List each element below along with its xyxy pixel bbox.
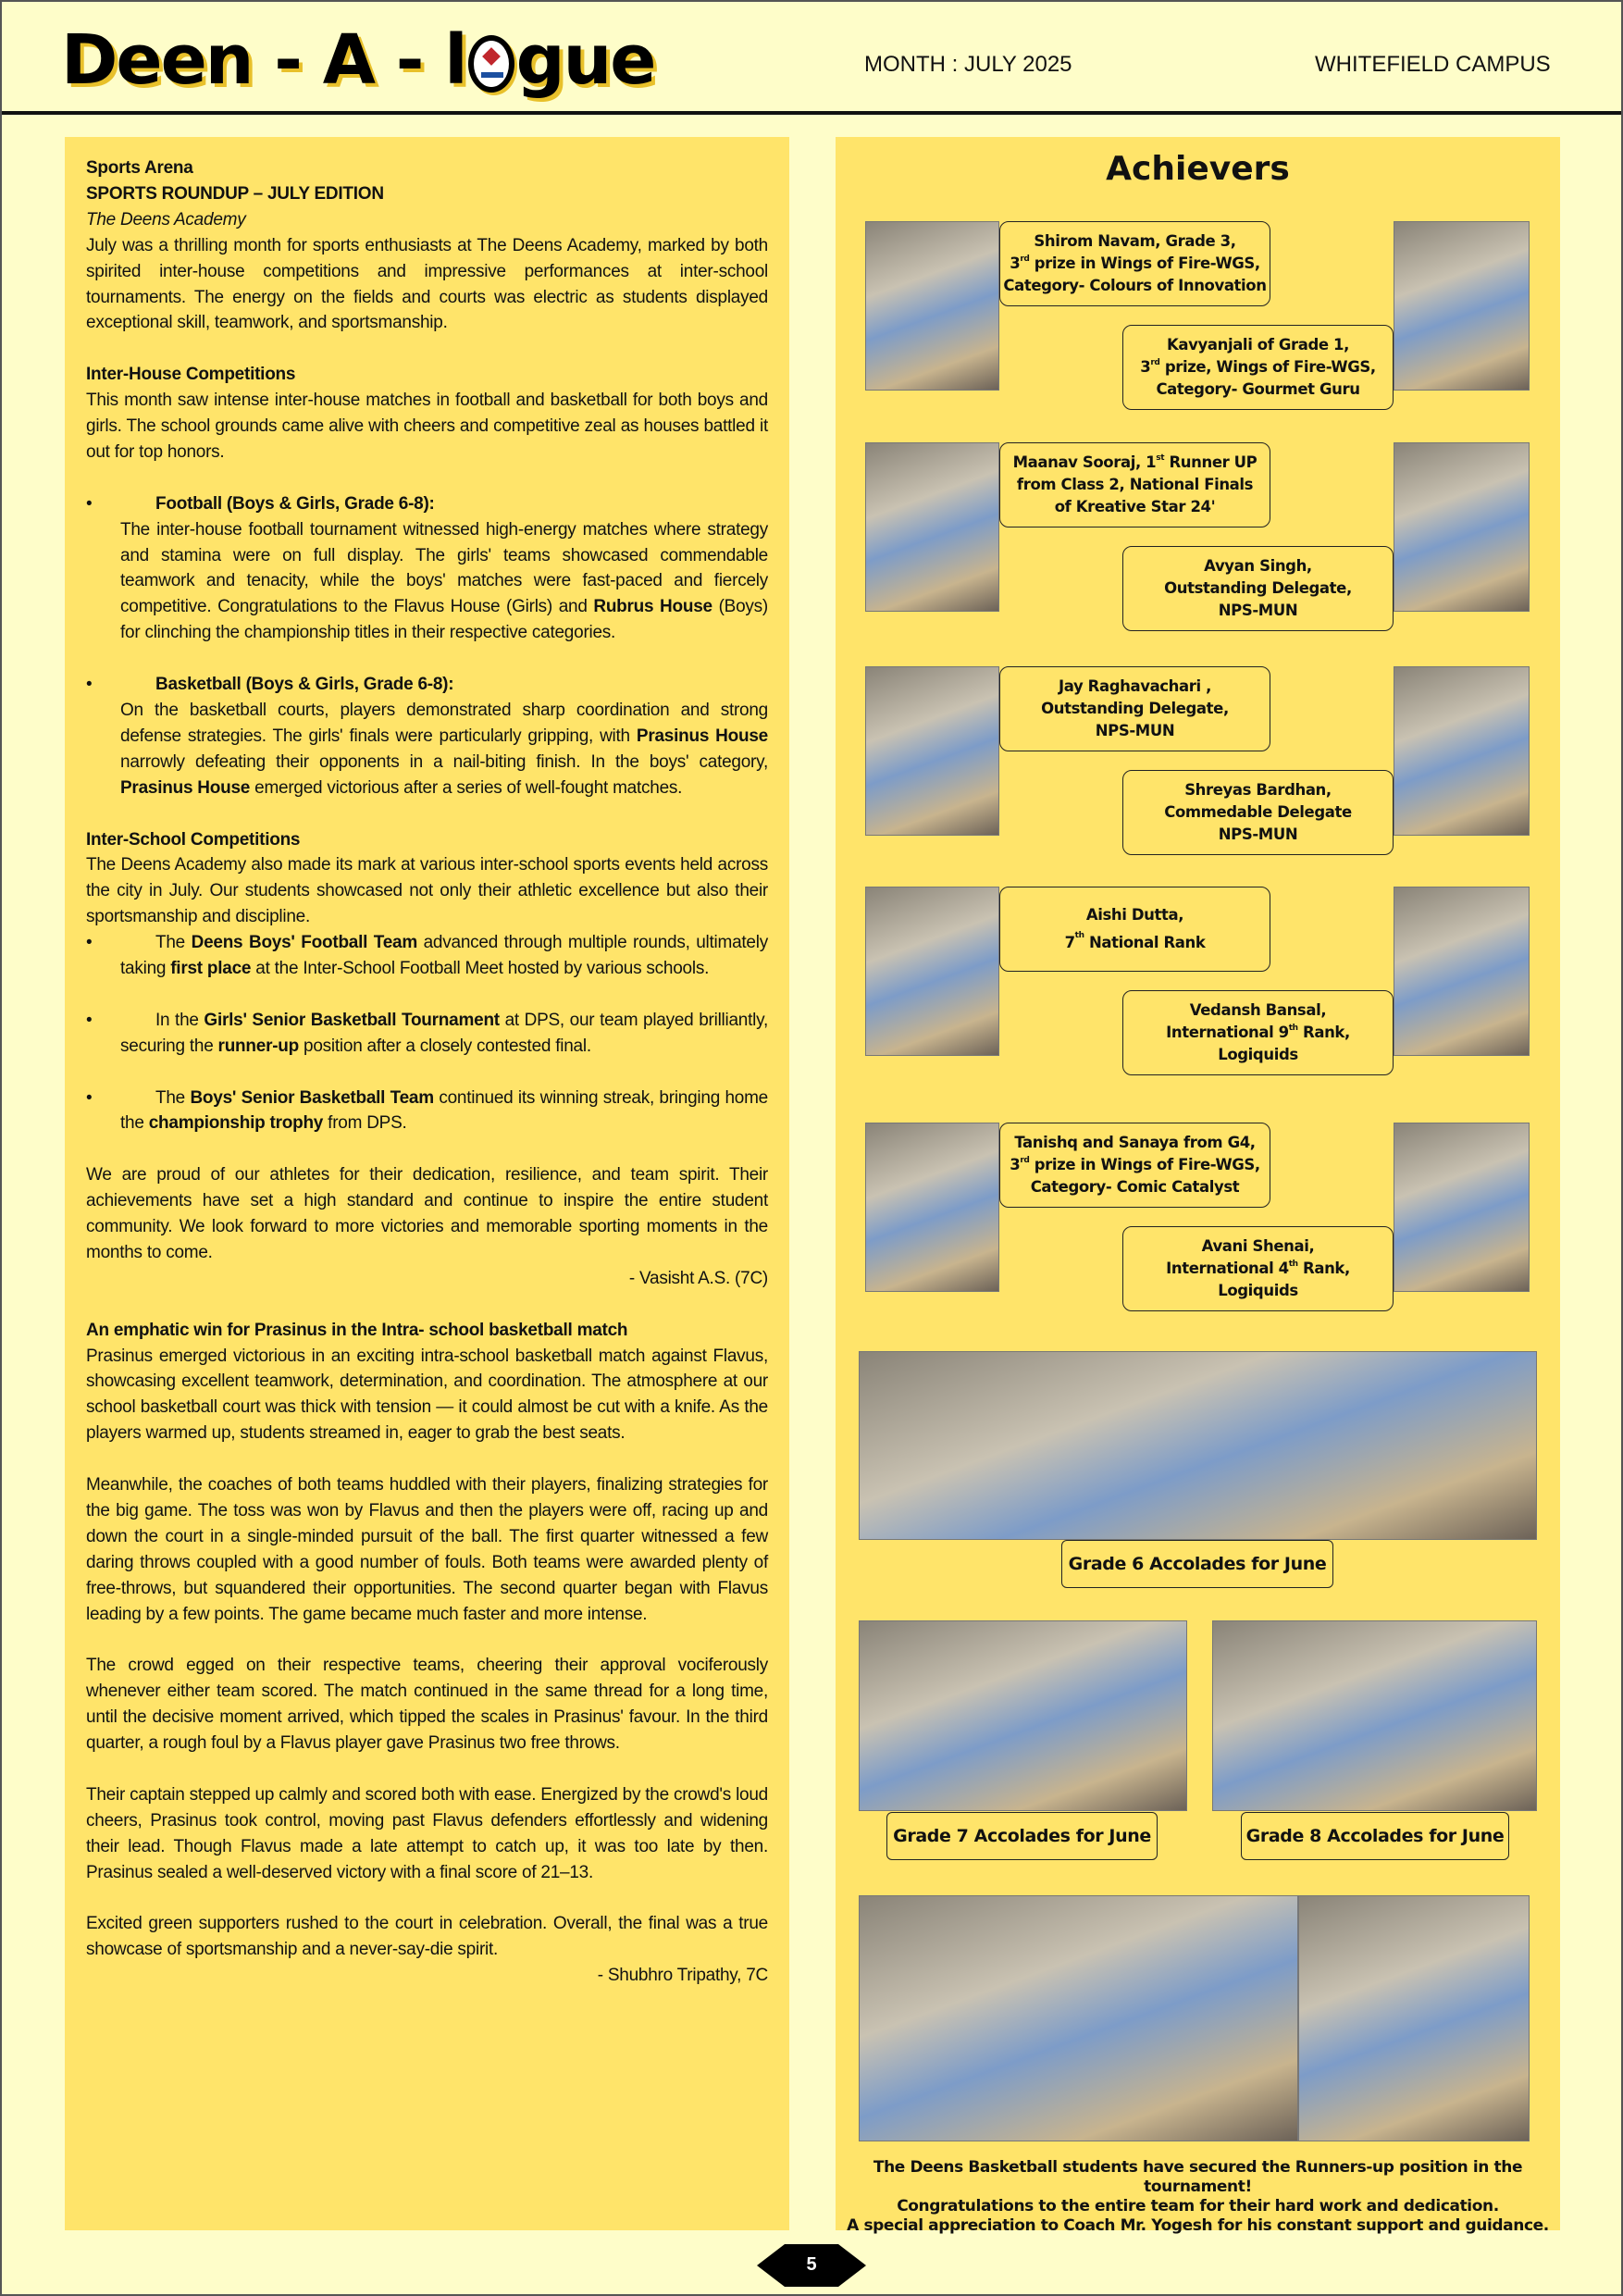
grade7-group-photo	[859, 1620, 1187, 1811]
achiever-name: Shreyas Bardhan,	[1184, 781, 1332, 799]
achiever-photo	[1394, 1123, 1530, 1292]
achiever-card	[1122, 546, 1394, 631]
bullet-text: The	[155, 933, 192, 953]
bullet-text: position after a closely contested final.	[299, 1036, 591, 1056]
football-bullet: • Football (Boys & Girls, Grade 6-8): The inter-house football tournament witnessed high-energy matches where strategy and stamina were on full display. The girls' teams showcased commendable teamwork and tenacity, while the boys' matches were fast-paced and fiercely competitive. Congratulations to the Flavus House (Girls) and Rubrus House (Boys) for clinching the championship titles in their respective categories.	[86, 493, 768, 643]
bullet-bold: first place	[170, 959, 252, 979]
achiever-line: Rank,	[1297, 1260, 1350, 1277]
interhouse-paragraph: This month saw intense inter-house matches in football and basketball for both boys and girls. The school grounds came alive with cheers and competitive zeal as houses battled it out for top honors.	[86, 391, 768, 462]
bullet-text: at DPS, our team played brilliantly, securing the	[120, 1010, 768, 1056]
article-paragraph: Excited green supporters rushed to the court in celebration. Overall, the final was a true showcase of sportsmanship and a never-say-die spirit.	[86, 1914, 768, 1960]
ordinal-suffix: th	[1288, 1260, 1298, 1269]
byline: The Deens Academy	[86, 209, 246, 230]
caption-line: Congratulations to the entire team for their hard work and dedication.	[897, 2197, 1499, 2215]
logo-text-right: gue	[515, 20, 655, 100]
achiever-line: 3	[1140, 358, 1151, 376]
achiever-name: Avyan Singh,	[1204, 557, 1312, 575]
newsletter-logo	[61, 20, 654, 100]
basketball-bold: Prasinus House	[120, 777, 251, 798]
achiever-line: Logiquids	[1218, 1046, 1298, 1063]
achiever-card	[999, 221, 1270, 306]
achiever-photo	[1394, 442, 1530, 612]
interschool-heading: Inter-School Competitions	[86, 829, 301, 850]
achiever-line: National Rank	[1084, 934, 1206, 951]
basketball-text: narrowly defeating their opponents in a nail-biting finish. In the boys' category,	[120, 751, 768, 772]
achiever-line: NPS-MUN	[1218, 825, 1298, 843]
achiever-name: Vedansh Bansal,	[1189, 1001, 1327, 1019]
bullet-text: The	[155, 1087, 191, 1108]
basketball-caption	[836, 2158, 1560, 2236]
achiever-line: Outstanding Delegate,	[1041, 700, 1229, 717]
page-number: 5	[806, 2254, 817, 2275]
bullet-text: In the	[155, 1010, 204, 1030]
achiever-line: Logiquids	[1218, 1282, 1298, 1299]
newsletter-header	[0, 0, 1623, 115]
caption-line: The Deens Basketball students have secured the Runners-up position in the tournament!	[873, 2158, 1523, 2196]
ordinal-suffix: rd	[1020, 1156, 1030, 1165]
achievers-title: Achievers	[1106, 150, 1290, 188]
achiever-name: Tanishq and Sanaya from G4,	[1014, 1134, 1256, 1151]
achiever-line: NPS-MUN	[1095, 722, 1175, 739]
achievers-column	[836, 137, 1560, 2235]
achiever-line: International 9	[1166, 1024, 1289, 1041]
achiever-line: 7	[1064, 934, 1075, 951]
achiever-line: from Class 2, National Finals	[1016, 476, 1254, 493]
achiever-card	[1122, 325, 1394, 410]
caption-line: A special appreciation to Coach Mr. Yogesh for his constant support and guidance.	[847, 2216, 1549, 2235]
sports-arena-column	[65, 137, 789, 2230]
achiever-photo	[1394, 666, 1530, 836]
achiever-line: Rank,	[1297, 1024, 1350, 1041]
achiever-name: Kavyanjali of Grade 1,	[1167, 336, 1349, 354]
bullet-bold: Deens Boys' Football Team	[191, 933, 418, 953]
school-emblem-icon	[468, 35, 514, 93]
grade7-label: Grade 7 Accolades for June	[886, 1812, 1158, 1860]
bullet-bold: championship trophy	[148, 1113, 324, 1134]
achiever-card	[999, 442, 1270, 527]
interschool-bullet: • The Boys' Senior Basketball Team continued its winning streak, bringing home the championship trophy from DPS.	[86, 1087, 769, 1134]
bullet-bold: Girls' Senior Basketball Tournament	[204, 1010, 500, 1030]
closing-paragraph: We are proud of our athletes for their dedication, resilience, and team spirit. Their achievements have set a high standard and continue to inspire the entire student community. We look forward to more victories and memorable sporting moments in the months to come.	[86, 1165, 768, 1262]
basketball-text: On the basketball courts, players demonstrated sharp coordination and strong defense strategies. The girls' finals were particularly gripping, with	[120, 700, 768, 746]
football-heading: Football (Boys & Girls, Grade 6-8):	[155, 493, 435, 514]
author: - Shubhro Tripathy, 7C	[597, 1966, 768, 1986]
ordinal-suffix: rd	[1020, 254, 1030, 264]
achiever-photo	[865, 1123, 999, 1292]
basketball-bullet: • Basketball (Boys & Girls, Grade 6-8): On the basketball courts, players demonstrated sharp coordination and strong defense strategies. The girls' finals were particularly gripping, with Prasinus House narrowly defeating their opponents in a nail-biting finish. In the boys' category, Prasinus House emerged victorious after a series of well-fought matches.	[86, 675, 768, 798]
bullet-bold: Boys' Senior Basketball Team	[190, 1087, 434, 1108]
interschool-bullet: • In the Girls' Senior Basketball Tournament at DPS, our team played brilliantly, securing the runner-up position after a closely contested final.	[86, 1010, 768, 1056]
article-title: An emphatic win for Prasinus in the Intra- school basketball match	[86, 1320, 628, 1340]
achiever-line: prize in Wings of Fire-WGS,	[1029, 1156, 1260, 1173]
achiever-line: 3	[1010, 254, 1021, 272]
achiever-line: prize, Wings of Fire-WGS,	[1159, 358, 1376, 376]
achiever-photo	[865, 887, 999, 1056]
article-paragraph: Their captain stepped up calmly and scored both with ease. Energized by the crowd's loud cheers, Prasinus took control, moving past Flavus defenders effortlessly and widening their lead. Though Flavus made a late attempt to catch up, it was too late by then. Prasinus sealed a well-deserved victory with a final score of 21–13.	[86, 1784, 768, 1882]
ordinal-suffix: th	[1288, 1024, 1298, 1033]
achiever-card	[999, 1123, 1270, 1208]
bullet-bold: runner-up	[217, 1036, 300, 1056]
interschool-paragraph: The Deens Academy also made its mark at various inter-school sports events held across the city in July. Our students showcased not only their athletic excellence but also their sportsmanship and discipline.	[86, 855, 768, 927]
achiever-photo	[865, 221, 999, 391]
achiever-line: Category- Comic Catalyst	[1030, 1178, 1240, 1196]
achiever-line: Runner UP	[1164, 453, 1258, 471]
grade6-label: Grade 6 Accolades for June	[1061, 1540, 1333, 1588]
achiever-name: Aishi Dutta,	[1085, 906, 1184, 924]
grade6-group-photo	[859, 1351, 1537, 1540]
achiever-card	[999, 666, 1270, 751]
achiever-line: Maanav Sooraj, 1	[1012, 453, 1157, 471]
interschool-bullet: • The Deens Boys' Football Team advanced through multiple rounds, ultimately taking first place at the Inter-School Football Meet hosted by various schools.	[86, 933, 768, 979]
achiever-line: Category- Colours of Innovation	[1003, 277, 1267, 294]
basketball-heading: Basketball (Boys & Girls, Grade 6-8):	[155, 675, 454, 695]
article-paragraph: Prasinus emerged victorious in an exciting intra-school basketball match against Flavus, showcasing excellent teamwork, determination, and coordination. The atmosphere at our school basketball court was thick with tension — it could almost be cut with a knife. As the players warmed up, students streamed in, eager to grab the best seats.	[86, 1346, 768, 1444]
football-bold: Rubrus House	[593, 597, 712, 617]
achiever-photo	[865, 442, 999, 612]
achiever-card	[1122, 1226, 1394, 1311]
author: - Vasisht A.S. (7C)	[628, 1268, 768, 1288]
bullet-text: continued its winning streak, bringing home the	[120, 1087, 769, 1134]
achiever-line: Commedable Delegate	[1164, 803, 1352, 821]
bullet-text: from DPS.	[323, 1113, 407, 1134]
section-title: Sports Arena	[86, 158, 193, 178]
page-number-badge	[757, 2244, 866, 2287]
achiever-card	[1122, 770, 1394, 855]
achiever-card	[999, 887, 1270, 972]
achiever-line: prize in Wings of Fire-WGS,	[1029, 254, 1260, 272]
bullet-text: advanced through multiple rounds, ultimately taking	[120, 933, 768, 979]
grade8-group-photo	[1212, 1620, 1537, 1811]
ordinal-suffix: th	[1074, 931, 1084, 940]
basketball-team-photo	[859, 1895, 1298, 2141]
ordinal-suffix: rd	[1150, 358, 1160, 367]
achiever-line: International 4	[1166, 1260, 1289, 1277]
achiever-photo	[1394, 887, 1530, 1056]
article-paragraph: Meanwhile, the coaches of both teams huddled with their players, finalizing strategies for the big game. The toss was won by Flavus and then the players were off, racing up and down the court in a single-minded pursuit of the ball. The first quarter witnessed a few daring throws coupled with a good number of fouls. Both teams were awarded plenty of free-throws, but squandered their opportunities. The second quarter began with Flavus leading by a few points. The game became much faster and more intense.	[86, 1475, 768, 1624]
achiever-line: 3	[1010, 1156, 1021, 1173]
achiever-line: Outstanding Delegate,	[1164, 579, 1352, 597]
achiever-name: Jay Raghavachari ,	[1059, 677, 1211, 695]
achiever-photo	[1394, 221, 1530, 391]
achiever-card	[1122, 990, 1394, 1075]
achiever-name: Shirom Navam, Grade 3,	[1034, 232, 1236, 250]
headline: SPORTS ROUNDUP – JULY EDITION	[86, 183, 384, 204]
intro-paragraph: July was a thrilling month for sports enthusiasts at The Deens Academy, marked by both spirited inter-house competitions and impressive performances at inter-school tournaments. The energy on the fields and courts was electric as students displayed exceptional skill, teamwork, and sportsmanship.	[86, 235, 768, 333]
article-paragraph: The crowd egged on their respective teams, cheering their approval vociferously whenever either team scored. The match continued in the same thread for a long time, until the decisive moment arrived, which tipped the scales in Prasinus' favour. In the third quarter, a rough foul by a Flavus player gave Prasinus two free throws.	[86, 1656, 768, 1754]
ordinal-suffix: st	[1156, 453, 1165, 463]
campus-name: WHITEFIELD CAMPUS	[1315, 52, 1551, 77]
achiever-photo	[865, 666, 999, 836]
achiever-line: Category- Gourmet Guru	[1156, 380, 1360, 398]
achiever-name: Avani Shenai,	[1201, 1237, 1315, 1255]
basketball-text: emerged victorious after a series of well-fought matches.	[250, 777, 683, 798]
football-text: The inter-house football tournament witnessed high-energy matches where strategy and stamina were on full display. The girls' teams showcased commendable teamwork and tenacity, while the boys' matches were fast-paced and fiercely competitive. Congratulations to the Flavus House (Girls) and	[120, 519, 768, 617]
interhouse-heading: Inter-House Competitions	[86, 365, 296, 385]
logo-text-left: Deen - A - l	[61, 20, 466, 100]
basketball-team-photo	[1298, 1895, 1530, 2141]
issue-month: MONTH : JULY 2025	[864, 52, 1072, 77]
football-text: (Boys) for clinching the championship titles in their respective categories.	[120, 597, 768, 643]
achiever-line: NPS-MUN	[1218, 602, 1298, 619]
bullet-text: at the Inter-School Football Meet hosted by various schools.	[251, 959, 710, 979]
grade8-label: Grade 8 Accolades for June	[1241, 1812, 1509, 1860]
basketball-bold: Prasinus House	[636, 726, 768, 746]
achiever-line: of Kreative Star 24'	[1054, 498, 1216, 515]
